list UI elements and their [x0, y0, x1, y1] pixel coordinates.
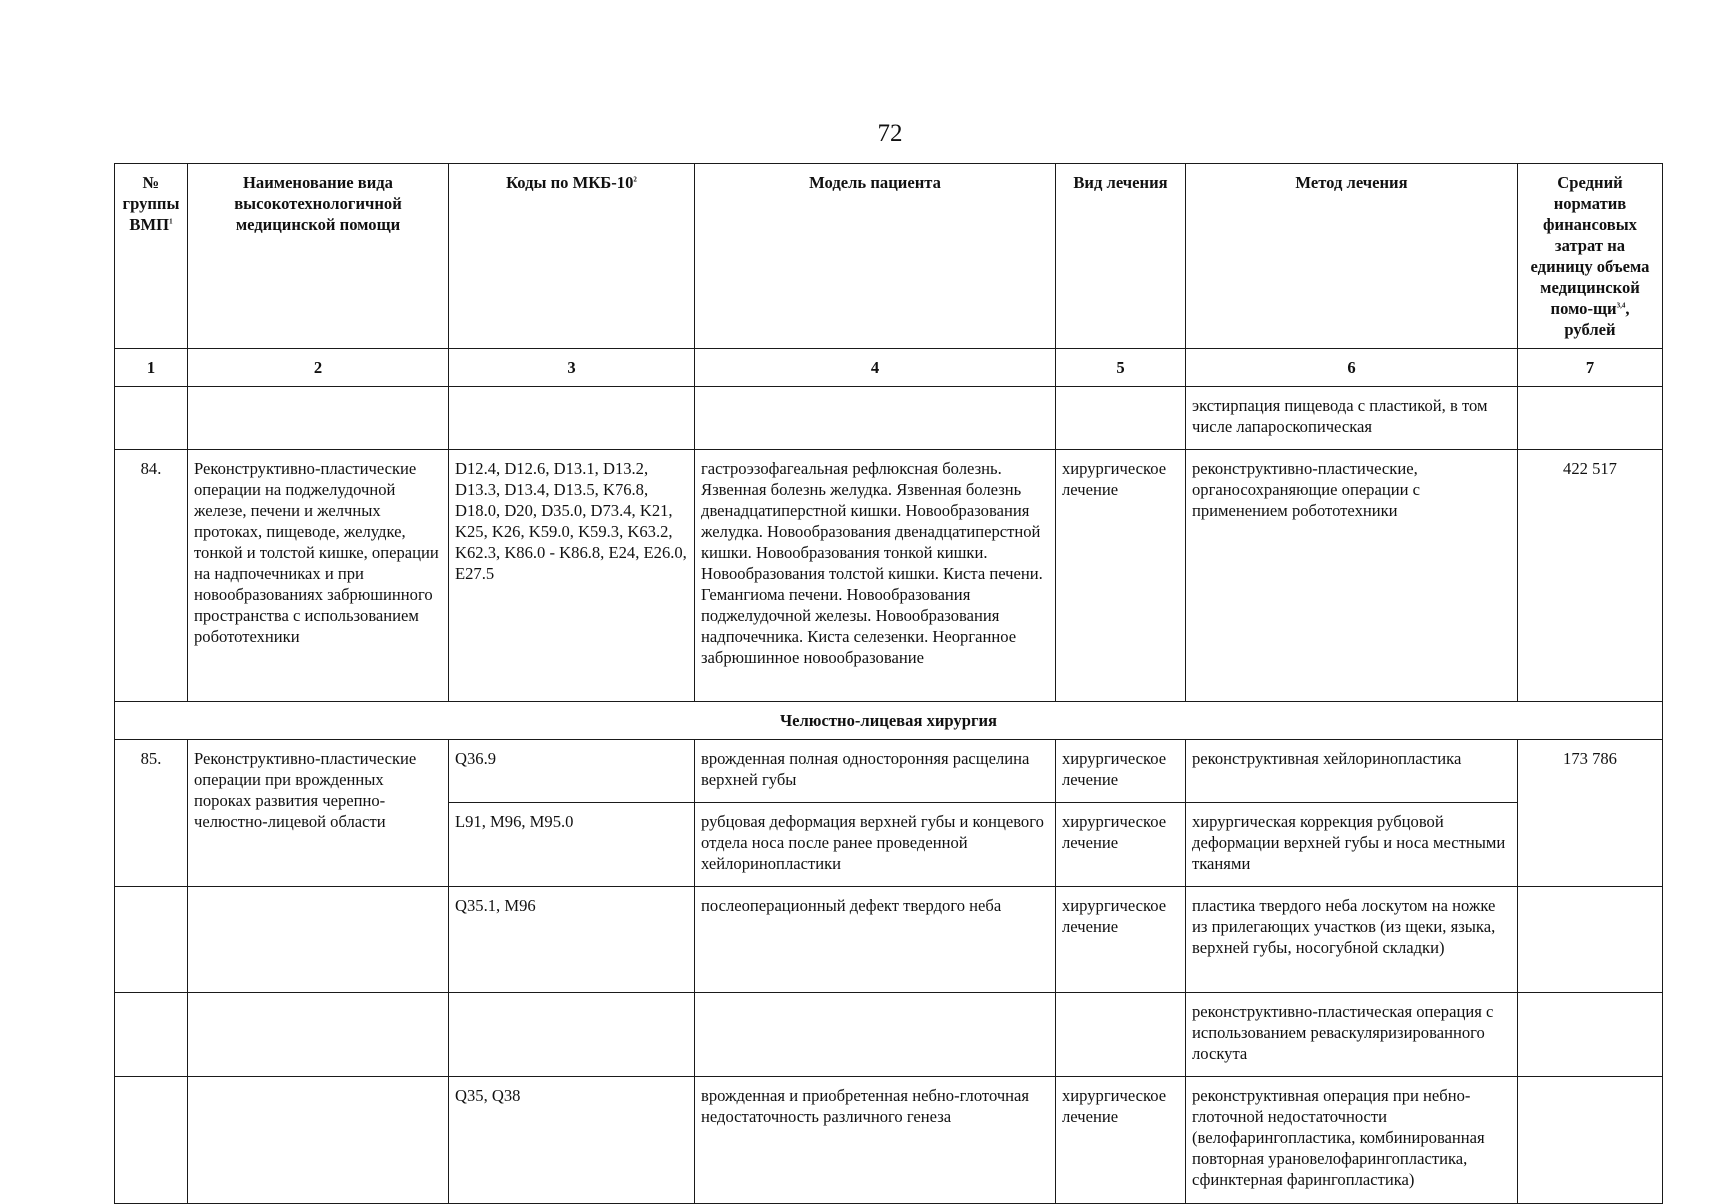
patient-model-cell: послеоперационный дефект твердого неба	[695, 887, 1056, 993]
column-number: 3	[449, 349, 695, 387]
section-title: Челюстно-лицевая хирургия	[115, 702, 1663, 740]
patient-model-cell: рубцовая деформация верхней губы и концевого отдела носа после ранее проведенной хейлоринопластики	[695, 803, 1056, 887]
column-number: 5	[1056, 349, 1186, 387]
icd-codes-cell: Q35.1, M96	[449, 887, 695, 993]
patient-model-cell: врожденная и приобретенная небно-глоточная недостаточность различного генеза	[695, 1077, 1056, 1204]
column-number: 4	[695, 349, 1056, 387]
treatment-type-cell: хирургическое лечение	[1056, 1077, 1186, 1204]
icd-codes-cell: Q36.9	[449, 740, 695, 803]
page-number: 72	[877, 120, 903, 147]
patient-model-cell: врожденная полная односторонняя расщелина верхней губы	[695, 740, 1056, 803]
treatment-method-cell: хирургическая коррекция рубцовой деформации верхней губы и носа местными тканями	[1186, 803, 1518, 887]
icd-codes-cell: Q35, Q38	[449, 1077, 695, 1204]
column-number-row	[115, 349, 1663, 387]
treatment-type-cell: хирургическое лечение	[1056, 740, 1186, 803]
cost-cell: 173 786	[1518, 740, 1663, 887]
treatment-type-cell: хирургическое лечение	[1056, 450, 1186, 702]
group-number-cell: 84.	[115, 450, 188, 702]
table-row	[115, 887, 1663, 993]
treatment-method-cell: реконструктивная хейлоринопластика	[1186, 740, 1518, 803]
vmp-name-cell: Реконструктивно-пластические операции на поджелудочной железе, печени и желчных протоках, пищеводе, желудке, тонкой и толстой кишке, операции на надпочечниках и при новообразованиях забрюшинного пространства с использованием робототехники	[188, 450, 449, 702]
vmp-name-cell: Реконструктивно-пластические операции при врожденных пороках развития черепно-челюстно-лицевой области	[188, 740, 449, 887]
group-number-cell: 85.	[115, 740, 188, 887]
cost-cell: 422 517	[1518, 450, 1663, 702]
treatment-type-cell: хирургическое лечение	[1056, 803, 1186, 887]
treatment-method-cell: реконструктивная операция при небно-глоточной недостаточности (велофарингопластика, комбинированная повторная урановелофарингопластика, сфинктерная фарингопластика)	[1186, 1077, 1518, 1204]
treatment-method-cell: пластика твердого неба лоскутом на ножке из прилегающих участков (из щеки, языка, верхней губы, носогубной складки)	[1186, 887, 1518, 993]
table-row	[115, 740, 1663, 803]
treatment-type-cell: хирургическое лечение	[1056, 887, 1186, 993]
table-row	[115, 450, 1663, 702]
treatment-table	[114, 163, 1663, 1204]
section-row	[115, 702, 1663, 740]
table-row	[115, 387, 1663, 450]
header-icd-codes: Коды по МКБ-$10^2$	[449, 164, 695, 349]
header-cost-norm: Средний норматив финансовых затрат на единицу объема медицинской помо-щи$^{3,4}$, рублей	[1518, 164, 1663, 349]
treatment-method-cell: реконструктивно-пластические, органосохраняющие операции с применением робототехники	[1186, 450, 1518, 702]
header-row	[115, 164, 1663, 349]
table-row	[115, 993, 1663, 1077]
header-patient-model: Модель пациента	[695, 164, 1056, 349]
column-number: 2	[188, 349, 449, 387]
icd-codes-cell: L91, M96, M95.0	[449, 803, 695, 887]
header-treatment-type: Вид лечения	[1056, 164, 1186, 349]
column-number: 6	[1186, 349, 1518, 387]
column-number: 7	[1518, 349, 1663, 387]
icd-codes-cell: D12.4, D12.6, D13.1, D13.2, D13.3, D13.4, D13.5, K76.8, D18.0, D20, D35.0, D73.4, K21, K25, K26, K59.0, K59.3, K63.2, K62.3, K86.0 - K86.8, E24, E26.0, E27.5	[449, 450, 695, 702]
table-row	[115, 1077, 1663, 1204]
header-treatment-method: Метод лечения	[1186, 164, 1518, 349]
treatment-method-cell: реконструктивно-пластическая операция с использованием реваскуляризированного лоскута	[1186, 993, 1518, 1077]
patient-model-cell: гастроэзофагеальная рефлюксная болезнь. Язвенная болезнь желудка. Язвенная болезнь двенадцатиперстной кишки. Новообразования желудка. Новообразования двенадцатиперстной кишки. Новообразования тонкой кишки. Новообразования толстой кишки. Киста печени. Гемангиома печени. Новообразования поджелудочной железы. Новообразования надпочечника. Киста селезенки. Неорганное забрюшинное новообразование	[695, 450, 1056, 702]
header-group-number: № группы ВМП$^1$	[115, 164, 188, 349]
column-number: 1	[115, 349, 188, 387]
treatment-method-cell: экстирпация пищевода с пластикой, в том числе лапароскопическая	[1186, 387, 1518, 450]
header-vmp-name: Наименование вида высокотехнологичной медицинской помощи	[188, 164, 449, 349]
